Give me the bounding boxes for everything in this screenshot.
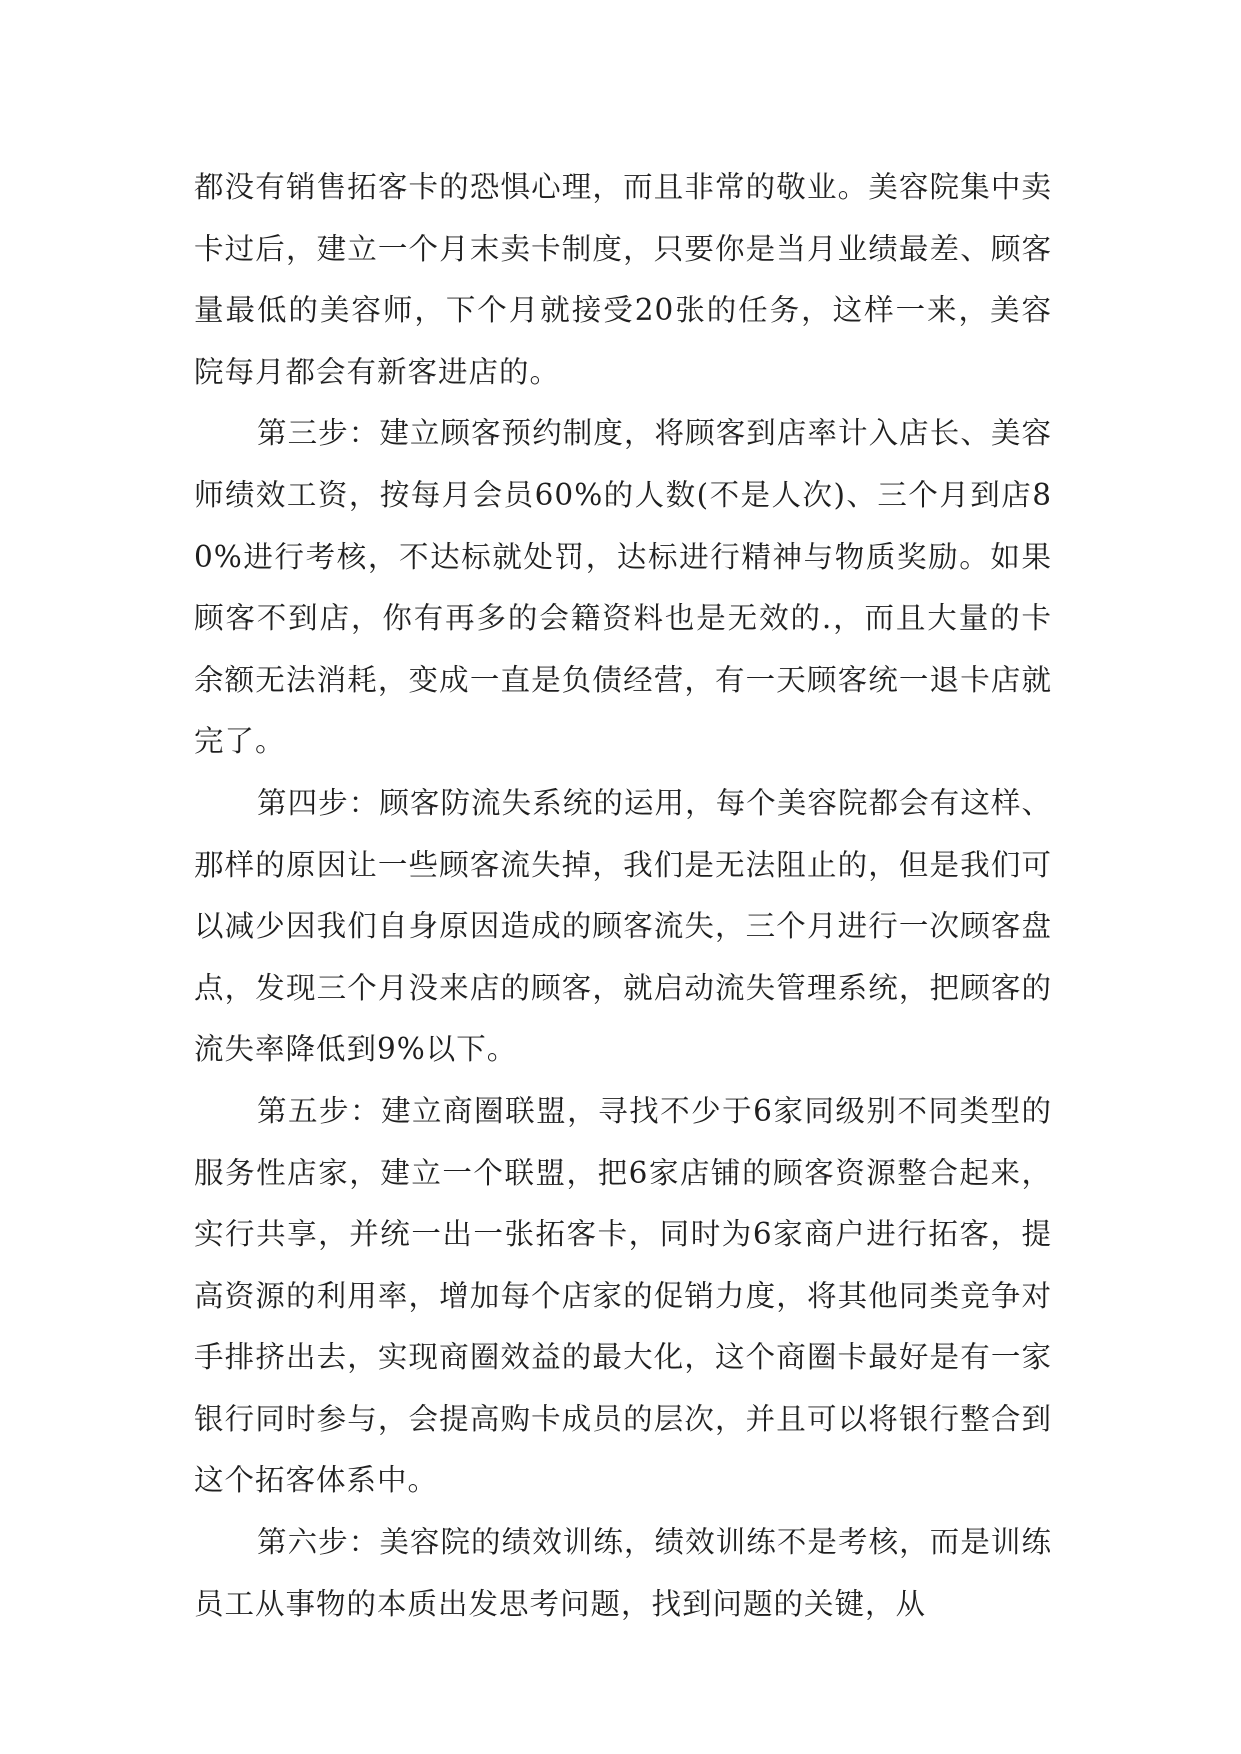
paragraph-continued: 都没有销售拓客卡的恐惧心理，而且非常的敬业。美容院集中卖卡过后，建立一个月末卖卡制度，只要你是当月业绩最差、顾客量最低的美容师，下个月就接受20张的任务，这样一来，美容院每月都会有新客进店的。: [194, 170, 1052, 389]
paragraph-step-three: 第三步：建立顾客预约制度，将顾客到店率计入店长、美容师绩效工资，按每月会员60%的人数(不是人次)、三个月到店80%进行考核，不达标就处罚，达标进行精神与物质奖励。如果顾客不到店，你有再多的会籍资料也是无效的.，而且大量的卡余额无法消耗，变成一直是负债经营，有一天顾客统一退卡店就完了。: [194, 416, 1052, 759]
paragraph-step-four: 第四步：顾客防流失系统的运用，每个美容院都会有这样、那样的原因让一些顾客流失掉，我们是无法阻止的，但是我们可以减少因我们自身原因造成的顾客流失，三个月进行一次顾客盘点，发现三个月没来店的顾客，就启动流失管理系统，把顾客的流失率降低到9%以下。: [194, 785, 1052, 1067]
paragraph-step-five: 第五步：建立商圈联盟，寻找不少于6家同级别不同类型的服务性店家，建立一个联盟，把6家店铺的顾客资源整合起来，实行共享，并统一出一张拓客卡，同时为6家商户进行拓客，提高资源的利用率，增加每个店家的促销力度，将其他同类竞争对手排挤出去，实现商圈效益的最大化，这个商圈卡最好是有一家银行同时参与，会提高购卡成员的层次，并且可以将银行整合到这个拓客体系中。: [194, 1093, 1052, 1498]
paragraph-step-six: 第六步：美容院的绩效训练，绩效训练不是考核，而是训练员工从事物的本质出发思考问题，找到问题的关键，从: [194, 1525, 1052, 1621]
document-body: [194, 157, 1052, 1635]
